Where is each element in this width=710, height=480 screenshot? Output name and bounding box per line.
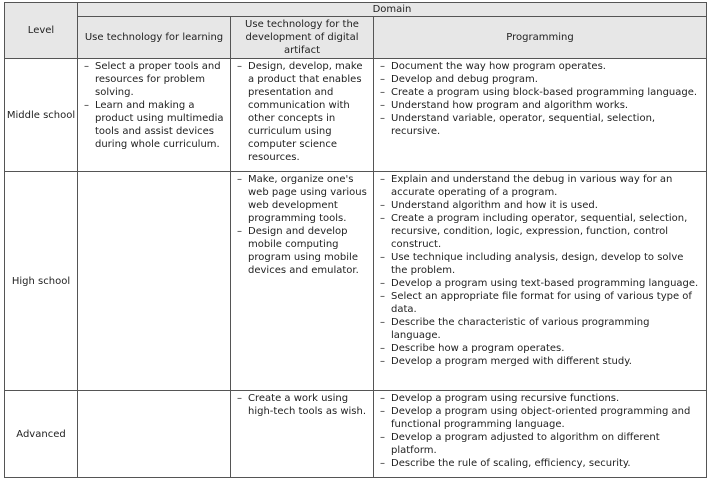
list-item: – Use technique including analysis, design, develop to solve the problem. (380, 251, 702, 277)
bullet-list (237, 60, 369, 164)
list-item: – Describe the rule of scaling, efficiency, security. (380, 457, 702, 470)
bullet-list (380, 173, 702, 368)
domain-header: Domain (78, 3, 707, 17)
programming-cell (374, 172, 707, 391)
list-item: – Explain and understand the debug in various way for an accurate operating of a program. (380, 173, 702, 199)
list-item: – Describe how a program operates. (380, 342, 702, 355)
list-item: – Develop a program merged with different study. (380, 355, 702, 368)
column-header-artifact: Use technology for the development of digital artifact (231, 17, 374, 59)
level-cell: Middle school (5, 59, 78, 172)
table-row-middle-school (5, 59, 707, 172)
list-item: – Select an appropriate file format for using of various type of data. (380, 290, 702, 316)
list-item: – Create a work using high-tech tools as wish. (237, 392, 369, 418)
table-row-advanced (5, 391, 707, 478)
level-cell: High school (5, 172, 78, 391)
artifact-cell (231, 172, 374, 391)
bullet-list (84, 60, 226, 151)
list-item: – Document the way how program operates. (380, 60, 702, 73)
bullet-list (380, 392, 702, 470)
bullet-list (237, 173, 369, 277)
list-item: – Understand algorithm and how it is used. (380, 199, 702, 212)
bullet-list (237, 392, 369, 418)
list-item: – Develop and debug program. (380, 73, 702, 86)
list-item: – Develop a program using text-based programming language. (380, 277, 702, 290)
list-item: – Learn and making a product using multimedia tools and assist devices during whole curriculum. (84, 99, 226, 151)
programming-cell (374, 59, 707, 172)
bullet-list (380, 60, 702, 138)
column-header-programming: Programming (374, 17, 707, 59)
programming-cell (374, 391, 707, 478)
curriculum-table (4, 2, 707, 478)
list-item: – Create a program using block-based programming language. (380, 86, 702, 99)
list-item: – Understand how program and algorithm works. (380, 99, 702, 112)
list-item: – Develop a program using object-oriented programming and functional programming language. (380, 405, 702, 431)
column-header-learning: Use technology for learning (78, 17, 231, 59)
list-item: – Develop a program using recursive functions. (380, 392, 702, 405)
list-item: – Create a program including operator, sequential, selection, recursive, condition, logic, expression, function, control construct. (380, 212, 702, 251)
learning-cell (78, 172, 231, 391)
list-item: – Design and develop mobile computing program using mobile devices and emulator. (237, 225, 369, 277)
list-item: – Describe the characteristic of various programming language. (380, 316, 702, 342)
list-item: – Select a proper tools and resources for problem solving. (84, 60, 226, 99)
list-item: – Make, organize one's web page using various web development programming tools. (237, 173, 369, 225)
curriculum-table-container (4, 2, 706, 478)
list-item: – Understand variable, operator, sequential, selection, recursive. (380, 112, 702, 138)
list-item: – Design, develop, make a product that enables presentation and communication with other concepts in curriculum using computer science resources. (237, 60, 369, 164)
list-item: – Develop a program adjusted to algorithm on different platform. (380, 431, 702, 457)
artifact-cell (231, 391, 374, 478)
learning-cell (78, 391, 231, 478)
level-header: Level (5, 3, 78, 59)
learning-cell (78, 59, 231, 172)
level-cell: Advanced (5, 391, 78, 478)
artifact-cell (231, 59, 374, 172)
table-row-high-school (5, 172, 707, 391)
